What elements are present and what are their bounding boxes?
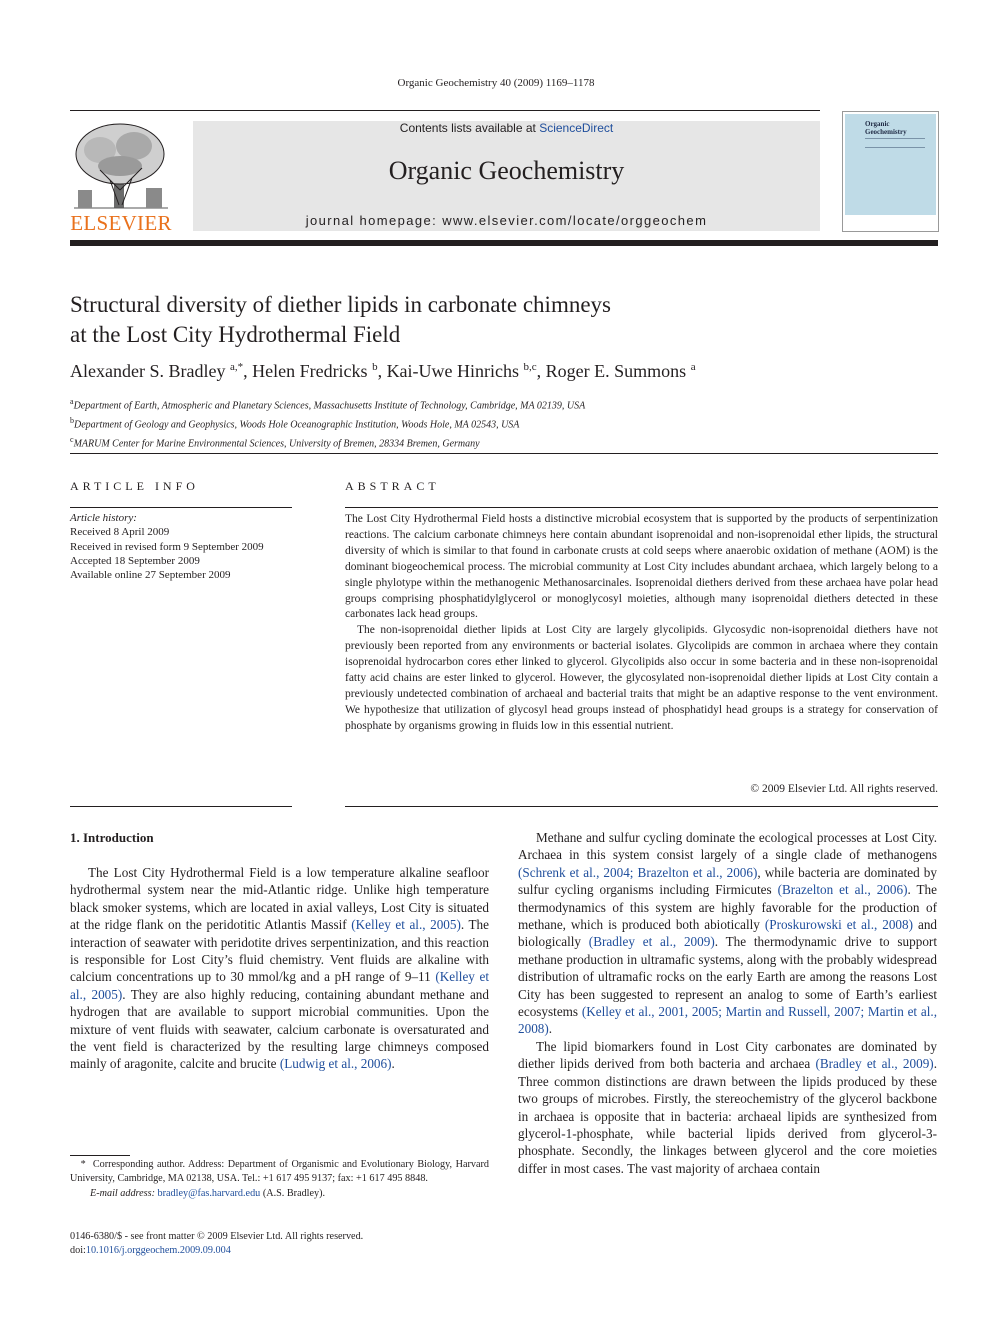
article-info-rule-bottom (70, 806, 292, 807)
history-online: Available online 27 September 2009 (70, 569, 231, 582)
body-text: The lipid biomarkers found in Lost City carbonates are dominated by diether lipids derived from both bacteria and archaea (518, 1038, 937, 1072)
doi-link[interactable]: 10.1016/j.orggeochem.2009.09.004 (85, 1245, 231, 1257)
cover-background (845, 114, 936, 229)
body-text: . (391, 1056, 395, 1072)
title-line-2: at the Lost City Hydrothermal Field (70, 322, 401, 347)
body-text: . They are also highly reducing, containing abundant methane and hydrogen that are available to support microbial communities. Upon the mixture of vent fluids with seawater, calcium carbonate is oversaturated and the vent field is characterized by the resulting large chimneys composed mainly of aragonite, calcite and brucite (70, 986, 489, 1072)
abstract-body (345, 512, 938, 735)
affil-sup: b (70, 415, 74, 425)
journal-homepage (193, 213, 820, 228)
article-title (70, 290, 830, 350)
abstract-paragraph: The non-isoprenoidal diether lipids at Lost City are largely glycolipids. Glycosydic non-isoprenoidal diethers have not previously been reported from any environments or bacterial isolates. Glycolipids are common in archaea where they contain isoprenoidal hydrocarbon cores ether linked to glycerol. Glycolipids also occur in some bacteria and in these non-isoprenoidal fatty acid chains are ester linked to glycerol. However, the glycosylated non-isoprenoidal diether lipids at Lost City contain a previously undetected combination of archaeal and bacterial traits that might be an adaptive response to the vent environment. We hypothesize that utilization of glycosyl head groups instead of phosphatidyl head groups is a strategy for conservation of phosphate by organisms growing in fluids low in this essential nutrient. (345, 624, 938, 732)
author-name[interactable]: Roger E. Summons (545, 361, 687, 381)
body-paragraph (70, 864, 489, 1073)
body-text: . The thermodynamics of this system are highly favorable for the production of methane, which is produced both abiotically (518, 882, 938, 933)
cover-title-line2: Geochemistry (865, 128, 907, 136)
body-text: . The interaction of seawater with peridotite drives serpentinization, and this reaction is responsible for Lost City’s fluid chemistry. Vent fluids are alkaline with calcium concentrations up to 30 mmol/kg and a pH range of 9–11 (70, 917, 489, 985)
article-info-heading: ARTICLE INFO (70, 479, 199, 493)
body-text: . The thermodynamic drive to support methane production in ultramafic systems, along with the probably widespread distribution of ultramafic rocks on the early Earth are among the reasons Lost City has been suggested to represent an analog to some of Earth’s earliest ecosystems (518, 934, 937, 1020)
author-name[interactable]: Kai-Uwe Hinrichs (386, 361, 520, 381)
body-column-right (518, 829, 937, 1177)
citation-link[interactable]: (Proskurowski et al., 2008) (764, 917, 914, 933)
affil-sup: a (70, 397, 74, 406)
footnote-text: Corresponding author. Address: Department of Organismic and Evolutionary Biology, Harvard University, Cambridge, MA 02138, USA. Tel.: +1 617 495 9137; fax: +1 617 495 8848. (70, 1159, 489, 1185)
body-text: . Three common distinctions are drawn between the lipids produced by these two groups of microbes. Firstly, the stereochemistry of the glycerol backbone in archaea is opposite that in bacteria: archaeal lipids are synthesized from glycerol-1-phosphate, while bacterial lipids derived from glycerol-3-phosphate. Secondly, the linkages between glycerol and the core moieties differ in most cases. The vast majority of archaea contain (518, 1056, 937, 1176)
affil-sup: c (70, 434, 74, 444)
body-text: and biologically (518, 917, 938, 950)
body-text: , while bacteria are dominated by sulfur cycling organisms including Firmicutes (518, 864, 937, 898)
body-text: Methane and sulfur cycling dominate the ecological processes at Lost City. Archaea in this system consist largely of a single clade of methanogens (518, 830, 937, 863)
body-paragraph (518, 1038, 937, 1177)
sciencedirect-link[interactable]: ScienceDirect (539, 121, 614, 135)
article-info-rule (70, 507, 292, 508)
contents-available-line (193, 121, 820, 135)
footnote-marker: * (80, 1159, 86, 1170)
homepage-url-link[interactable]: www.elsevier.com/locate/orggeochem (442, 213, 708, 228)
affiliation-a (70, 395, 930, 414)
history-revised: Received in revised form 9 September 2009 (70, 540, 264, 553)
history-label: Article history: (70, 512, 137, 524)
journal-citation: Organic Geochemistry 40 (2009) 1169–1178 (397, 77, 595, 89)
article-history (70, 511, 292, 582)
corresponding-author-footnote (70, 1158, 489, 1201)
abstract-rule (345, 507, 938, 508)
citation-link[interactable]: (Kelley et al., 2005) (351, 917, 461, 933)
author-affil-sup: a (690, 361, 696, 373)
email-label: E-mail address: (90, 1187, 155, 1199)
body-text: The Lost City Hydrothermal Field is a low temperature alkaline seafloor hydrothermal system near the mid-Atlantic ridge. Unlike high temperature black smoker systems, which are located in axial valleys, Lost City is situated at the ridge flank on the peridotitic Atlantis Massif (70, 865, 489, 933)
abstract-heading: ABSTRACT (345, 479, 440, 493)
elsevier-wordmark: ELSEVIER (70, 211, 172, 235)
abstract-copyright: © 2009 Elsevier Ltd. All rights reserved. (750, 783, 938, 795)
affiliation-b (70, 414, 930, 433)
citation-link[interactable]: (Schrenk et al., 2004; Brazelton et al., 2006) (518, 864, 758, 880)
body-paragraph (518, 829, 937, 1038)
affiliation-c (70, 433, 930, 452)
journal-name: Organic Geochemistry (388, 156, 625, 185)
email-suffix: (A.S. Bradley). (262, 1187, 326, 1199)
citation-link[interactable]: (Bradley et al., 2009) (588, 934, 715, 950)
author-separator: , (243, 361, 253, 381)
page-footer (70, 1230, 570, 1259)
affil-text: Department of Geology and Geophysics, Woods Hole Oceanographic Institution, Woods Hole, MA 02543, USA (74, 419, 520, 431)
title-divider (70, 453, 938, 454)
author-separator: , (377, 361, 387, 381)
homepage-label: journal homepage: (305, 213, 443, 228)
citation-link[interactable]: (Ludwig et al., 2006) (279, 1056, 392, 1072)
doi-label: doi: (70, 1245, 86, 1257)
affil-text: Department of Earth, Atmospheric and Planetary Sciences, Massachusetts Institute of Technology, Cambridge, MA 02139, USA (73, 400, 586, 412)
issn-line: 0146-6380/$ - see front matter © 2009 Elsevier Ltd. All rights reserved. (70, 1231, 364, 1242)
author-affil-sup: b,c (523, 361, 537, 373)
header-thick-rule (70, 240, 938, 246)
contents-prefix: Contents lists available at (399, 121, 540, 135)
citation-link[interactable]: (Kelley et al., 2005) (70, 969, 490, 1002)
author-separator: , (536, 361, 546, 381)
history-received: Received 8 April 2009 (70, 526, 170, 539)
title-line-1: Structural diversity of diether lipids in carbonate chimneys (70, 292, 611, 317)
author-name[interactable]: Helen Fredricks (252, 361, 368, 381)
journal-cover-thumbnail (842, 111, 939, 232)
author-email-link[interactable]: bradley@fas.harvard.edu (157, 1187, 261, 1199)
header-rule (70, 110, 820, 111)
section-heading-introduction: 1. Introduction (70, 830, 154, 845)
citation-link[interactable]: (Kelley et al., 2001, 2005; Martin and Russell, 2007; Martin et al., 2008) (518, 1004, 937, 1037)
citation-link[interactable]: (Bradley et al., 2009) (815, 1056, 934, 1072)
author-name[interactable]: Alexander S. Bradley (70, 361, 226, 381)
abstract-rule-bottom (345, 806, 938, 807)
affil-text: MARUM Center for Marine Environmental Sciences, University of Bremen, 28334 Bremen, Germany (73, 437, 480, 449)
footnote-rule (70, 1155, 130, 1156)
body-text: . (548, 1021, 553, 1037)
cover-footer-strip (845, 215, 936, 229)
citation-link[interactable]: (Brazelton et al., 2006) (777, 882, 908, 898)
cover-title (865, 120, 907, 136)
author-list (70, 361, 930, 382)
author-affil-sup: b (372, 361, 378, 373)
cover-title-line1: Organic (865, 120, 890, 128)
author-affil-sup: a,* (229, 361, 244, 373)
cover-decoration (865, 138, 925, 148)
history-accepted: Accepted 18 September 2009 (70, 554, 200, 567)
affiliations (70, 395, 930, 451)
abstract-paragraph: The Lost City Hydrothermal Field hosts a distinctive microbial ecosystem that is supported by the products of serpentinization reactions. The calcium carbonate chimneys here contain abundant isoprenoidal and non-isoprenoidal ether lipids, the structural diversity of which is similar to that found in carbonate crusts at cold seeps where anaerobic oxidation of methane (AOM) is the dominant biogeochemical process. The microbial community at Lost City includes abundant archaea, which largely belong to a single phylotype within the methanogenic Methanosarcinales. Isoprenoidal diethers derived from these archaea have polar head groups comprising phosphatidylglycerol or monoglycosyl moieties, although many isoprenoidal diethers detected in these carbonates lack head groups. (345, 513, 938, 621)
body-column-left (70, 864, 489, 1073)
